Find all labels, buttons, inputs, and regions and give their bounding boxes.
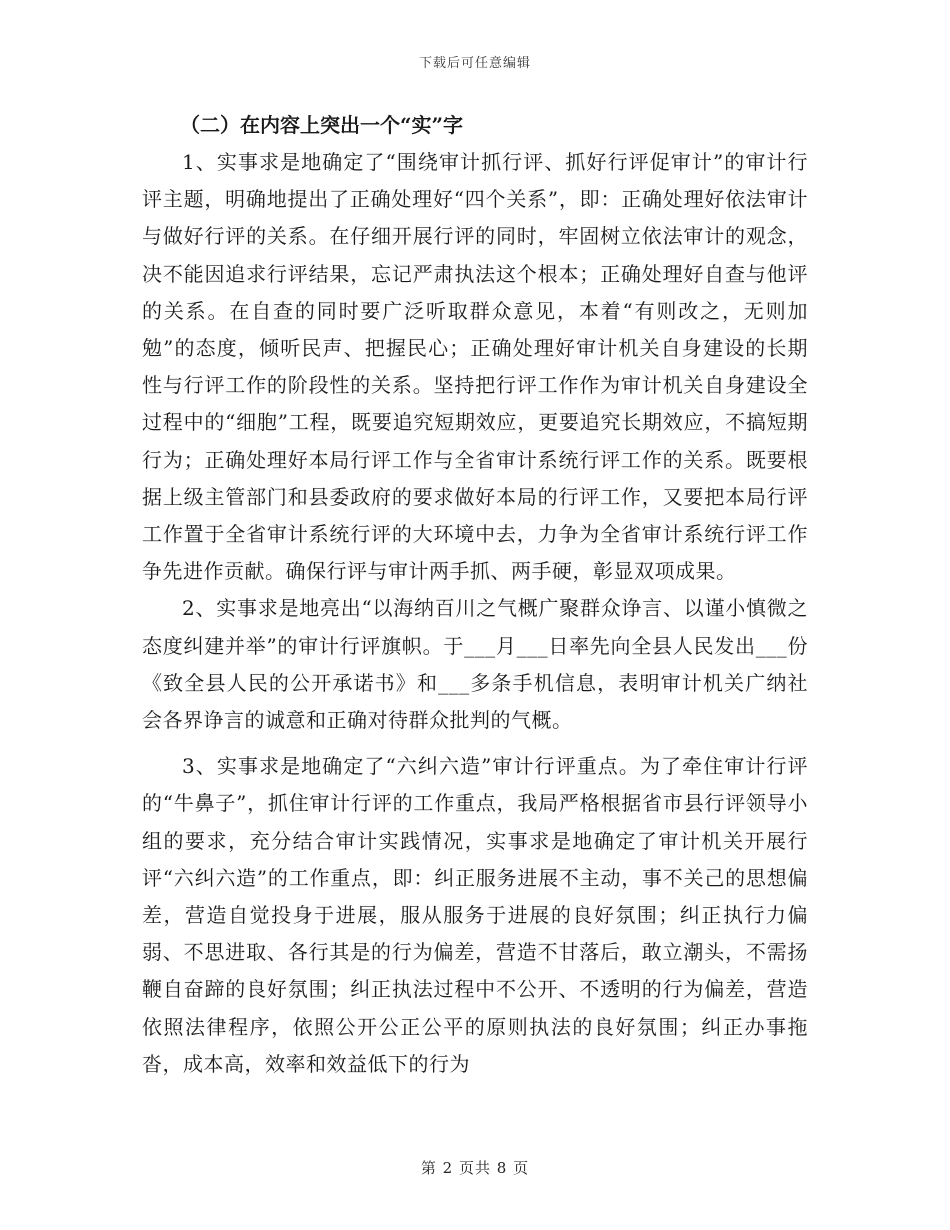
page-number: 第 2 页共 8 页 xyxy=(420,1159,530,1177)
section-title: （二）在内容上突出一个“实”字 xyxy=(180,113,464,137)
paragraph-2: 2、实事求是地亮出“以海纳百川之气概广聚群众诤言、以谨小慎微之态度纠建并举”的审计行评旗帜。于___月___日率先向全县人民发出___份《致全县人民的公开承诺书》和___多条手机信息，表明审计机关广纳社会各界诤言的诚意和正确对待群众批判的气概。 xyxy=(142,596,808,733)
document-body xyxy=(142,106,808,1083)
page-header: 下载后可任意编辑 xyxy=(418,56,531,71)
paragraph-3: 3、实事求是地确定了“六纠六造”审计行评重点。为了牵住审计行评的“牛鼻子”，抓住审计行评的工作重点，我局严格根据省市县行评领导小组的要求，充分结合审计实践情况，实事求是地确定了审计机关开展行评“六纠六造”的工作重点，即：纠正服务进展不主动，事不关己的思想偏差，营造自觉投身于进展，服从服务于进展的良好氛围；纠正执行力偏弱、不思进取、各行其是的行为偏差，营造不甘落后，敢立潮头，不需扬鞭自奋蹄的良好氛围；纠正执法过程中不公开、不透明的行为偏差，营造依照法律程序，依照公开公正公平的原则执法的良好氛围；纠正办事拖沓，成本高，效率和效益低下的行为 xyxy=(142,754,808,1076)
paragraph-1: 1、实事求是地确定了“围绕审计抓行评、抓好行评促审计”的审计行评主题，明确地提出了正确处理好“四个关系”，即：正确处理好依法审计与做好行评的关系。在仔细开展行评的同时，牢固树立依法审计的观念，决不能因追求行评结果，忘记严肃执法这个根本；正确处理好自查与他评的关系。在自查的同时要广泛听取群众意见，本着“有则改之，无则加勉”的态度，倾听民声、把握民心；正确处理好审计机关自身建设的长期性与行评工作的阶段性的关系。坚持把行评工作作为审计机关自身建设全过程中的“细胞”工程，既要追究短期效应，更要追究长期效应，不搞短期行为；正确处理好本局行评工作与全省审计系统行评工作的关系。既要根据上级主管部门和县委政府的要求做好本局的行评工作，又要把本局行评工作置于全省审计系统行评的大环境中去，力争为全省审计系统行评工作争先进作贡献。确保行评与审计两手抓、两手硬，彰显双项成果。 xyxy=(142,150,808,584)
